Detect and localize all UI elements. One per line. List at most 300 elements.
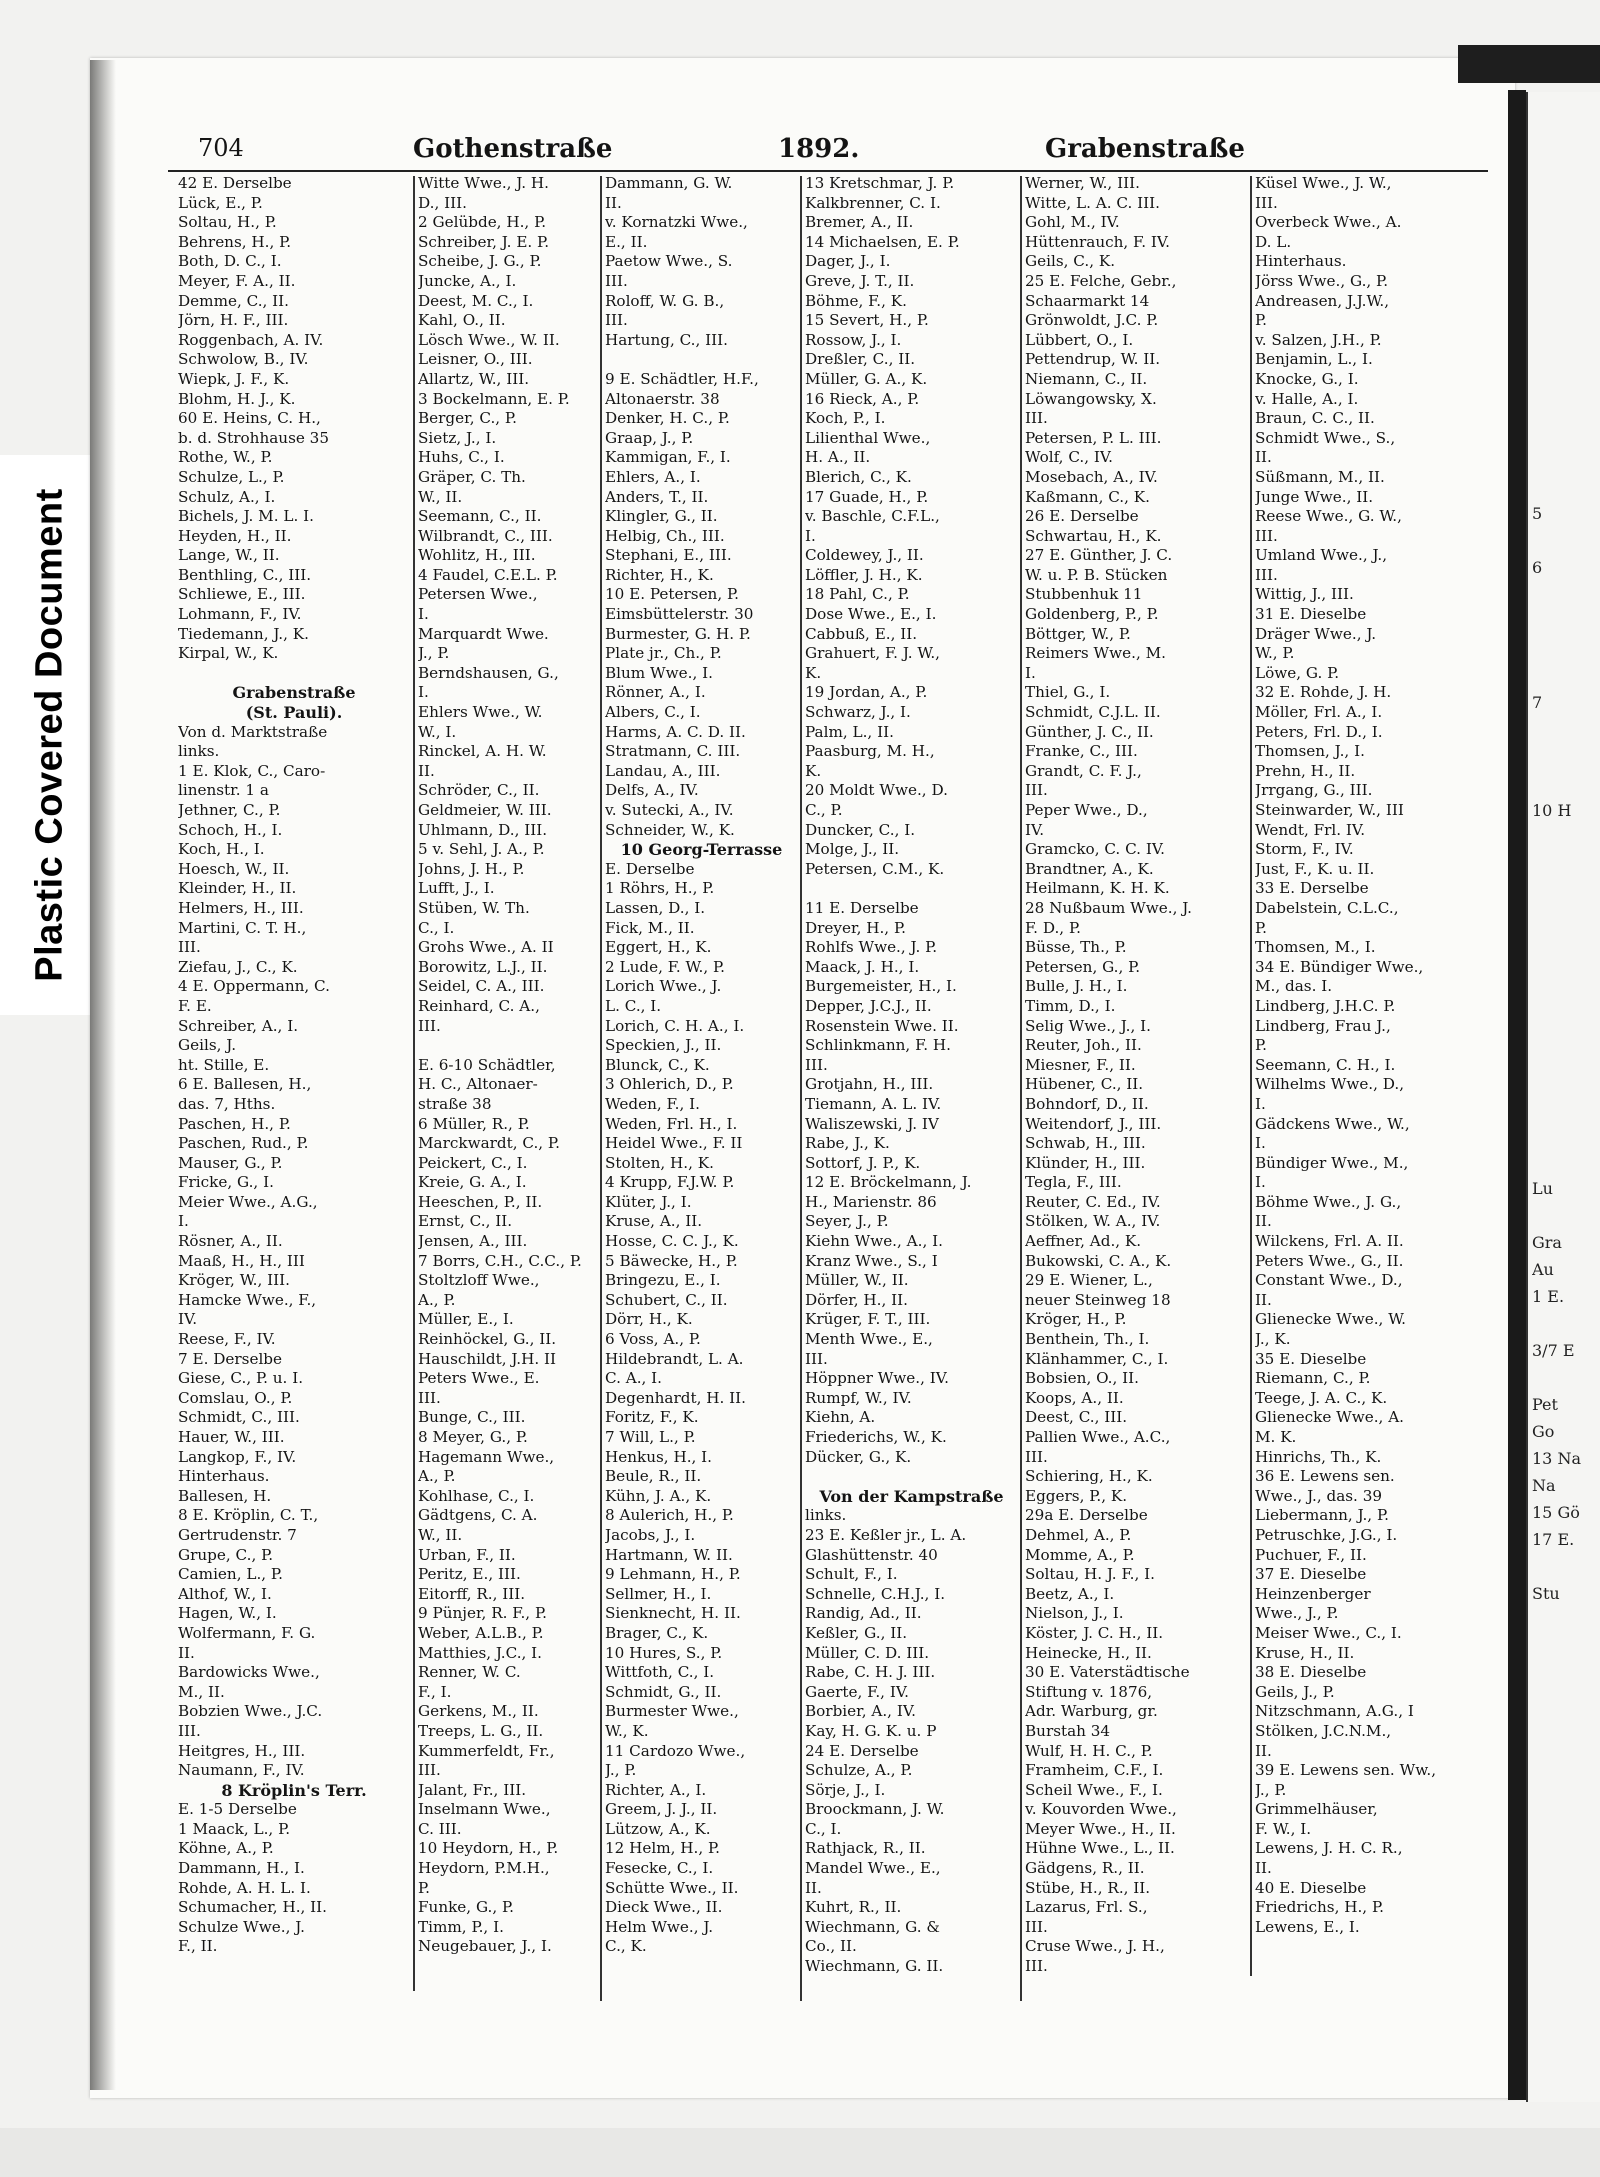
directory-entry: Rosenstein Wwe. II. bbox=[805, 1016, 959, 1035]
directory-entry: Aeffner, Ad., K. bbox=[1025, 1232, 1142, 1251]
directory-entry: Jörn, H. F., III. bbox=[178, 311, 289, 330]
directory-entry: Bardowicks Wwe., bbox=[178, 1663, 320, 1682]
directory-entry: Wittfoth, C., I. bbox=[605, 1663, 715, 1682]
directory-entry: Tiemann, A. L. IV. bbox=[805, 1094, 942, 1113]
directory-entry: 38 E. Dieselbe bbox=[1255, 1663, 1367, 1682]
directory-entry: Höppner Wwe., IV. bbox=[805, 1369, 949, 1388]
directory-entry: Lorich Wwe., J. bbox=[605, 977, 722, 996]
directory-entry: Lützow, A., K. bbox=[605, 1819, 711, 1838]
directory-entry: 13 Kretschmar, J. P. bbox=[805, 174, 955, 192]
directory-entry: Degenhardt, H. II. bbox=[605, 1388, 746, 1407]
directory-entry: Böhme, F., K. bbox=[805, 291, 907, 310]
directory-entry: Dreßler, C., II. bbox=[805, 350, 916, 369]
directory-entry: Jalant, Fr., III. bbox=[418, 1780, 527, 1799]
directory-entry: Hagemann Wwe., bbox=[418, 1447, 555, 1466]
directory-entry: Schulze Wwe., J. bbox=[178, 1917, 305, 1936]
directory-entry: Hühne Wwe., L., II. bbox=[1025, 1839, 1175, 1858]
directory-entry: Berndshausen, G., bbox=[418, 663, 559, 682]
directory-entry: Stübe, H., R., II. bbox=[1025, 1878, 1151, 1897]
directory-entry: Wwe., J., das. 39 bbox=[1255, 1486, 1383, 1505]
directory-entry: Stratmann, C. III. bbox=[605, 742, 741, 761]
directory-entry: Reese, F., IV. bbox=[178, 1330, 276, 1349]
directory-entry: Gohl, M., IV. bbox=[1025, 213, 1120, 232]
directory-entry: Benthling, C., III. bbox=[178, 565, 312, 584]
directory-entry: Scheibe, J. G., P. bbox=[418, 252, 542, 271]
directory-entry: Wiechmann, G. & bbox=[805, 1917, 940, 1936]
directory-entry: Roggenbach, A. IV. bbox=[178, 330, 324, 349]
directory-entry: 39 E. Lewens sen. Ww., bbox=[1255, 1761, 1437, 1780]
directory-entry: Gädckens Wwe., W., bbox=[1255, 1114, 1410, 1133]
directory-entry: Löffler, J. H., K. bbox=[805, 565, 923, 584]
directory-entry: Rönner, A., I. bbox=[605, 683, 706, 702]
directory-entry: Klänhammer, C., I. bbox=[1025, 1349, 1169, 1368]
directory-entry: Koch, P., I. bbox=[805, 409, 886, 428]
directory-entry: Comslau, O., P. bbox=[178, 1388, 293, 1407]
directory-entry: Schreiber, J. E. P. bbox=[418, 232, 550, 251]
directory-entry: v. Kornatzki Wwe., bbox=[605, 213, 748, 232]
directory-entry: C., I. bbox=[805, 1819, 842, 1838]
directory-entry: M., das. I. bbox=[1255, 977, 1333, 996]
directory-entry: Weber, A.L.B., P. bbox=[418, 1623, 544, 1642]
directory-entry: Wwe., J., P. bbox=[1255, 1604, 1339, 1623]
directory-entry: Adr. Warburg, gr. bbox=[1025, 1702, 1158, 1721]
directory-entry: Neugebauer, J., I. bbox=[418, 1937, 552, 1956]
directory-entry: Müller, W., II. bbox=[805, 1271, 909, 1290]
directory-entry: Miesner, F., II. bbox=[1025, 1055, 1136, 1074]
spacer-line bbox=[805, 879, 1018, 899]
directory-entry: Stolten, H., K. bbox=[605, 1153, 714, 1172]
directory-entry: Thomsen, M., I. bbox=[1255, 938, 1376, 957]
directory-entry: Schmidt, C., III. bbox=[178, 1408, 300, 1427]
directory-entry: Petersen, G., P. bbox=[1025, 957, 1141, 976]
directory-entry: Grandt, C. F. J., bbox=[1025, 761, 1142, 780]
directory-entry: Lufft, J., I. bbox=[418, 879, 495, 898]
directory-entry: III. bbox=[418, 1016, 441, 1035]
next-page-line bbox=[1532, 824, 1598, 851]
directory-entry: P. bbox=[1255, 1036, 1267, 1055]
directory-entry: Bündiger Wwe., M., bbox=[1255, 1153, 1409, 1172]
directory-entry: Pettendrup, W. II. bbox=[1025, 350, 1161, 369]
directory-entry: Gädgens, R., II. bbox=[1025, 1859, 1145, 1878]
directory-entry: III. bbox=[418, 1761, 441, 1780]
directory-entry: Gerkens, M., II. bbox=[418, 1702, 539, 1721]
directory-entry: III. bbox=[418, 1388, 441, 1407]
directory-entry: 14 Michaelsen, E. P. bbox=[805, 232, 960, 251]
directory-entry: Maaß, H., H., III bbox=[178, 1251, 305, 1270]
directory-entry: Rathjack, R., II. bbox=[805, 1839, 926, 1858]
directory-entry: II. bbox=[1255, 1741, 1272, 1760]
directory-entry: Lösch Wwe., W. II. bbox=[418, 330, 560, 349]
directory-entry: Kruse, H., II. bbox=[1255, 1643, 1355, 1662]
directory-entry: J., P. bbox=[605, 1761, 637, 1780]
directory-entry: Dammann, H., I. bbox=[178, 1859, 305, 1878]
directory-entry: III. bbox=[1025, 409, 1048, 428]
directory-entry: K. bbox=[805, 761, 822, 780]
directory-entry: Maack, J. H., I. bbox=[805, 957, 920, 976]
directory-column-4 bbox=[805, 174, 1018, 2004]
directory-entry: Sottorf, J. P., K. bbox=[805, 1153, 921, 1172]
directory-entry: Kleinder, H., II. bbox=[178, 879, 297, 898]
directory-entry: C., K. bbox=[605, 1937, 647, 1956]
directory-entry: Leisner, O., III. bbox=[418, 350, 533, 369]
directory-entry: IV. bbox=[178, 1310, 198, 1329]
directory-entry: Goldenberg, P., P. bbox=[1025, 605, 1159, 624]
directory-entry: Duncker, C., I. bbox=[805, 820, 916, 839]
next-page-line: 7 bbox=[1532, 693, 1543, 712]
directory-entry: Geils, J. bbox=[178, 1036, 237, 1055]
directory-entry: Borbier, A., IV. bbox=[805, 1702, 916, 1721]
directory-entry: W., II. bbox=[418, 1525, 463, 1544]
directory-entry: Paschen, H., P. bbox=[178, 1114, 291, 1133]
directory-entry: Thomsen, J., I. bbox=[1255, 742, 1365, 761]
directory-entry: I. bbox=[1255, 1173, 1266, 1192]
directory-entry: Sellmer, H., I. bbox=[605, 1584, 712, 1603]
directory-entry: Reese Wwe., G. W., bbox=[1255, 507, 1402, 526]
directory-entry: Tegla, F., III. bbox=[1025, 1173, 1122, 1192]
directory-entry: Treeps, L. G., II. bbox=[418, 1721, 544, 1740]
directory-entry: Deest, C., III. bbox=[1025, 1408, 1128, 1427]
directory-entry: Schulze, A., P. bbox=[805, 1761, 913, 1780]
directory-entry: Nitzschmann, A.G., I bbox=[1255, 1702, 1414, 1721]
directory-entry: II. bbox=[1255, 1212, 1272, 1231]
directory-entry: Coldewey, J., II. bbox=[805, 546, 924, 565]
directory-entry: 2 Lude, F. W., P. bbox=[605, 957, 725, 976]
directory-entry: Böttger, W., P. bbox=[1025, 624, 1131, 643]
directory-entry: D., III. bbox=[418, 193, 467, 212]
directory-entry: Roloff, W. G. B., bbox=[605, 291, 725, 310]
directory-entry: Heydorn, P.M.H., bbox=[418, 1859, 550, 1878]
directory-column-1 bbox=[178, 174, 410, 2004]
directory-entry: Dieck Wwe., II. bbox=[605, 1898, 723, 1917]
column-rule bbox=[413, 176, 415, 1991]
directory-entry: Behrens, H., P. bbox=[178, 232, 292, 251]
directory-entry: Wolfermann, F. G. bbox=[178, 1623, 316, 1642]
directory-entry: Meyer, F. A., II. bbox=[178, 271, 296, 290]
directory-entry: Köster, J. C. H., II. bbox=[1025, 1623, 1164, 1642]
directory-entry: Borowitz, L.J., II. bbox=[418, 957, 548, 976]
directory-entry: Gaerte, F., IV. bbox=[805, 1682, 909, 1701]
directory-entry: Peters, Frl. D., I. bbox=[1255, 722, 1383, 741]
directory-entry: Lewens, J. H. C. R., bbox=[1255, 1839, 1403, 1858]
directory-entry: Peritz, E., III. bbox=[418, 1565, 521, 1584]
directory-entry: Geils, C., K. bbox=[1025, 252, 1116, 271]
directory-entry: Grönwoldt, J.C. P. bbox=[1025, 311, 1159, 330]
next-page-line: Gra bbox=[1532, 1233, 1562, 1252]
directory-entry: Just, F., K. u. II. bbox=[1255, 859, 1375, 878]
directory-entry: Friedrichs, H., P. bbox=[1255, 1898, 1384, 1917]
directory-entry: Wolf, C., IV. bbox=[1025, 448, 1114, 467]
directory-entry: Süßmann, M., II. bbox=[1255, 467, 1385, 486]
directory-entry: I. bbox=[178, 1212, 189, 1231]
directory-entry: Klünder, H., III. bbox=[1025, 1153, 1146, 1172]
directory-entry: Lübbert, O., I. bbox=[1025, 330, 1134, 349]
next-page-line bbox=[1532, 770, 1598, 797]
directory-entry: P. bbox=[1255, 918, 1267, 937]
directory-entry: Waliszewski, J. IV bbox=[805, 1114, 939, 1133]
directory-entry: F. D., P. bbox=[1025, 918, 1081, 937]
directory-entry: Kirpal, W., K. bbox=[178, 644, 279, 663]
directory-entry: Albers, C., I. bbox=[605, 703, 701, 722]
directory-entry: Schmidt, G., II. bbox=[605, 1682, 722, 1701]
next-page-line bbox=[1532, 1067, 1598, 1094]
directory-entry: III. bbox=[178, 938, 201, 957]
directory-entry: Schult, F., I. bbox=[805, 1565, 898, 1584]
directory-entry: Giese, C., P. u. I. bbox=[178, 1369, 304, 1388]
directory-entry: Langkop, F., IV. bbox=[178, 1447, 297, 1466]
directory-entry: III. bbox=[805, 1055, 828, 1074]
column-rule bbox=[800, 176, 802, 2001]
directory-entry: Lohmann, F., IV. bbox=[178, 605, 302, 624]
directory-entry: 8 Kröplin's Terr. bbox=[221, 1780, 367, 1800]
directory-entry: Schoch, H., I. bbox=[178, 820, 283, 839]
directory-entry: Wittig, J., III. bbox=[1255, 585, 1354, 604]
directory-entry: Schreiber, A., I. bbox=[178, 1016, 299, 1035]
directory-entry: Schlinkmann, F. H. bbox=[805, 1036, 951, 1055]
directory-entry: Grimmelhäuser, bbox=[1255, 1800, 1378, 1819]
directory-entry: Burstah 34 bbox=[1025, 1721, 1111, 1740]
directory-entry: Seemann, C. H., I. bbox=[1255, 1055, 1396, 1074]
directory-entry: Harms, A. C. D. II. bbox=[605, 722, 746, 741]
directory-entry: A., P. bbox=[418, 1290, 456, 1309]
directory-entry: Kruse, A., II. bbox=[605, 1212, 703, 1231]
directory-entry: II. bbox=[178, 1643, 195, 1662]
directory-entry: Fick, M., II. bbox=[605, 918, 695, 937]
next-page-line bbox=[1532, 905, 1598, 932]
directory-entry: Prehn, H., II. bbox=[1255, 761, 1356, 780]
directory-entry: Meyer Wwe., H., II. bbox=[1025, 1819, 1176, 1838]
directory-entry: Johns, J. H., P. bbox=[418, 859, 525, 878]
directory-entry: Ernst, C., II. bbox=[418, 1212, 513, 1231]
directory-entry: IV. bbox=[1025, 820, 1045, 839]
directory-entry: 17 Guade, H., P. bbox=[805, 487, 929, 506]
next-page-line bbox=[1532, 1094, 1598, 1121]
directory-entry: Bunge, C., III. bbox=[418, 1408, 526, 1427]
directory-entry: Stüben, W. Th. bbox=[418, 898, 530, 917]
directory-entry: Ziefau, J., C., K. bbox=[178, 957, 298, 976]
directory-entry: 19 Jordan, A., P. bbox=[805, 683, 928, 702]
directory-entry: II. bbox=[418, 761, 435, 780]
header-rule bbox=[168, 170, 1488, 172]
directory-entry: Schaarmarkt 14 bbox=[1025, 291, 1150, 310]
directory-entry: Helm Wwe., J. bbox=[605, 1917, 714, 1936]
directory-entry: v. Halle, A., I. bbox=[1255, 389, 1359, 408]
directory-entry: III. bbox=[1025, 781, 1048, 800]
directory-entry: Altonaerstr. 38 bbox=[605, 389, 720, 408]
directory-entry: Stephani, E., III. bbox=[605, 546, 732, 565]
directory-entry: Hinrichs, Th., K. bbox=[1255, 1447, 1382, 1466]
directory-entry: 4 Krupp, F.J.W. P. bbox=[605, 1173, 735, 1192]
next-page-line: Go bbox=[1532, 1422, 1555, 1441]
directory-entry: Schwarz, J., I. bbox=[805, 703, 911, 722]
directory-entry: Heinecke, H., II. bbox=[1025, 1643, 1152, 1662]
next-page-line bbox=[1532, 581, 1598, 608]
directory-entry: Geldmeier, W. III. bbox=[418, 801, 552, 819]
directory-entry: Schneider, W., K. bbox=[605, 820, 735, 839]
directory-entry: Stoltzloff Wwe., bbox=[418, 1271, 540, 1290]
directory-entry: 28 Nußbaum Wwe., J. bbox=[1025, 898, 1192, 917]
directory-entry: Burmester Wwe., bbox=[605, 1702, 739, 1721]
directory-entry: 11 E. Derselbe bbox=[805, 898, 919, 917]
directory-entry: Both, D. C., I. bbox=[178, 252, 282, 271]
directory-entry: I. bbox=[1255, 1094, 1266, 1113]
directory-entry: Eitorff, R., III. bbox=[418, 1584, 526, 1603]
directory-entry: C. A., I. bbox=[605, 1369, 663, 1388]
directory-entry: Müller, G. A., K. bbox=[805, 369, 928, 388]
directory-entry: Peters Wwe., E. bbox=[418, 1369, 540, 1388]
directory-entry: Hartung, C., III. bbox=[605, 330, 728, 349]
directory-entry: Tiedemann, J., K. bbox=[178, 624, 309, 643]
directory-entry: Grupe, C., P. bbox=[178, 1545, 274, 1564]
directory-entry: Kiehn, A. bbox=[805, 1408, 876, 1427]
directory-entry: 12 E. Bröckelmann, J. bbox=[805, 1173, 972, 1192]
directory-entry: Wilbrandt, C., III. bbox=[418, 526, 553, 545]
directory-entry: 27 E. Günther, J. C. bbox=[1025, 546, 1173, 565]
directory-entry: Uhlmann, D., III. bbox=[418, 820, 548, 839]
directory-entry: Geils, J., P. bbox=[1255, 1682, 1335, 1701]
directory-entry: Gräper, C. Th. bbox=[418, 467, 526, 486]
directory-entry: 8 Meyer, G., P. bbox=[418, 1428, 528, 1446]
book-gutter bbox=[1508, 90, 1526, 2100]
column-rule bbox=[1020, 176, 1022, 2001]
year-header: 1892. bbox=[778, 134, 860, 164]
directory-entry: E. 6-10 Schädtler, bbox=[418, 1055, 556, 1074]
directory-entry: Wendt, Frl. IV. bbox=[1255, 820, 1366, 839]
directory-entry: v. Kouvorden Wwe., bbox=[1025, 1800, 1177, 1819]
directory-entry: Demme, C., II. bbox=[178, 291, 289, 310]
directory-entry: L. C., I. bbox=[605, 996, 662, 1015]
directory-entry: Wiepk, J. F., K. bbox=[178, 369, 290, 388]
directory-column-5 bbox=[1025, 174, 1248, 2004]
directory-entry: Schmidt Wwe., S., bbox=[1255, 428, 1396, 447]
directory-entry: Schnelle, C.H.J., I. bbox=[805, 1584, 946, 1603]
directory-entry: links. bbox=[805, 1506, 847, 1525]
column-rule bbox=[600, 176, 602, 2001]
directory-entry: Mosebach, A., IV. bbox=[1025, 467, 1158, 486]
directory-entry: K. bbox=[805, 663, 822, 682]
directory-entry: Eimsbüttelerstr. 30 bbox=[605, 605, 754, 624]
directory-entry: Foritz, F., K. bbox=[605, 1408, 699, 1427]
directory-entry: Martini, C. T. H., bbox=[178, 918, 307, 937]
directory-entry: 7 E. Derselbe bbox=[178, 1349, 283, 1368]
directory-entry: linenstr. 1 a bbox=[178, 781, 269, 800]
directory-entry: Meier Wwe., A.G., bbox=[178, 1192, 318, 1211]
label-tab-text: Plastic Covered Document bbox=[28, 488, 71, 982]
directory-entry: Dehmel, A., P. bbox=[1025, 1525, 1132, 1544]
next-page-line bbox=[1532, 932, 1598, 959]
directory-entry: Blum Wwe., I. bbox=[605, 663, 713, 682]
directory-entry: links. bbox=[178, 742, 220, 761]
directory-entry: Eggert, H., K. bbox=[605, 938, 712, 957]
directory-entry: Fricke, G., I. bbox=[178, 1173, 274, 1192]
directory-entry: Framheim, C.F., I. bbox=[1025, 1761, 1164, 1780]
next-page-line: 1 E. bbox=[1532, 1287, 1565, 1306]
next-page-line: Lu bbox=[1532, 1179, 1553, 1198]
directory-entry: Soltau, H. J. F., I. bbox=[1025, 1565, 1155, 1584]
directory-entry: Sienknecht, H. II. bbox=[605, 1604, 741, 1623]
directory-column-6 bbox=[1255, 174, 1505, 2004]
directory-entry: 10 Georg-Terrasse bbox=[620, 840, 783, 860]
directory-entry: Rossow, J., I. bbox=[805, 330, 902, 349]
directory-entry: Speckien, J., II. bbox=[605, 1036, 722, 1055]
directory-entry: Mauser, G., P. bbox=[178, 1153, 283, 1172]
directory-entry: Lange, W., II. bbox=[178, 546, 280, 565]
directory-entry: F. E. bbox=[178, 996, 212, 1015]
directory-entry: Delfs, A., IV. bbox=[605, 781, 699, 800]
directory-entry: 37 E. Dieselbe bbox=[1255, 1565, 1367, 1584]
directory-entry: II. bbox=[605, 193, 622, 212]
directory-entry: 18 Pahl, C., P. bbox=[805, 585, 910, 604]
directory-entry: Cabbuß, E., II. bbox=[805, 624, 918, 643]
directory-entry: Blerich, C., K. bbox=[805, 467, 912, 486]
directory-entry: Meiser Wwe., C., I. bbox=[1255, 1623, 1402, 1642]
left-street-header: Gothenstraße bbox=[413, 134, 613, 164]
directory-entry: Liebermann, J., P. bbox=[1255, 1506, 1389, 1525]
directory-entry: Jacobs, J., I. bbox=[605, 1525, 696, 1544]
directory-entry: Stubbenhuk 11 bbox=[1025, 585, 1143, 604]
spacer-line bbox=[418, 1036, 598, 1056]
directory-entry: Sietz, J., I. bbox=[418, 428, 497, 447]
directory-entry: 4 E. Oppermann, C. bbox=[178, 977, 330, 996]
directory-entry: 24 E. Derselbe bbox=[805, 1741, 919, 1760]
directory-entry: Overbeck Wwe., A. bbox=[1255, 213, 1402, 232]
directory-entry: I. bbox=[418, 683, 429, 702]
directory-entry: Matthies, J.C., I. bbox=[418, 1643, 543, 1662]
next-page-line bbox=[1532, 1148, 1598, 1175]
directory-entry: Möller, Frl. A., I. bbox=[1255, 703, 1383, 722]
directory-entry: Schütte Wwe., II. bbox=[605, 1878, 739, 1897]
directory-entry: 30 E. Vaterstädtische bbox=[1025, 1663, 1190, 1682]
directory-entry: Beetz, A., I. bbox=[1025, 1584, 1115, 1603]
directory-entry: Löwe, G. P. bbox=[1255, 663, 1340, 682]
directory-entry: Weitendorf, J., III. bbox=[1025, 1114, 1162, 1133]
directory-entry: Benthein, Th., I. bbox=[1025, 1330, 1150, 1349]
directory-entry: 11 Cardozo Wwe., bbox=[605, 1741, 746, 1760]
spacer-line bbox=[805, 1467, 1018, 1487]
directory-entry: Schwab, H., III. bbox=[1025, 1134, 1146, 1153]
directory-entry: E., II. bbox=[605, 232, 648, 251]
next-page-line: 10 H bbox=[1532, 801, 1572, 820]
directory-entry: Nielson, J., I. bbox=[1025, 1604, 1124, 1623]
directory-entry: III. bbox=[1255, 565, 1278, 584]
directory-entry: F., I. bbox=[418, 1682, 452, 1701]
directory-entry: Bobzien Wwe., J.C. bbox=[178, 1702, 323, 1721]
directory-entry: 29 E. Wiener, L., bbox=[1025, 1271, 1153, 1290]
directory-entry: Teege, J. A. C., K. bbox=[1255, 1388, 1388, 1407]
directory-entry: III. bbox=[1025, 1447, 1048, 1466]
directory-entry: Reuter, C. Ed., IV. bbox=[1025, 1192, 1161, 1211]
directory-entry: J., P. bbox=[418, 644, 450, 663]
directory-entry: Kaßmann, C., K. bbox=[1025, 487, 1150, 506]
directory-entry: Klüter, J., I. bbox=[605, 1192, 692, 1211]
directory-entry: Depper, J.C.J., II. bbox=[805, 996, 932, 1015]
directory-entry: E. 1-5 Derselbe bbox=[178, 1800, 297, 1819]
directory-entry: ht. Stille, E. bbox=[178, 1055, 270, 1074]
directory-column-2 bbox=[418, 174, 598, 2004]
directory-entry: 23 E. Keßler jr., L. A. bbox=[805, 1525, 967, 1544]
directory-entry: Paschen, Rud., P. bbox=[178, 1134, 309, 1153]
next-page-line bbox=[1532, 986, 1598, 1013]
directory-entry: Ehlers Wwe., W. bbox=[418, 703, 543, 722]
directory-entry: 26 E. Derselbe bbox=[1025, 507, 1139, 526]
directory-entry: III. bbox=[1025, 1917, 1048, 1936]
directory-entry: Lindberg, J.H.C. P. bbox=[1255, 996, 1396, 1015]
directory-entry: Von der Kampstraße bbox=[819, 1486, 1004, 1506]
directory-entry: 1 E. Klok, C., Caro- bbox=[178, 761, 326, 780]
next-page-line bbox=[1532, 1310, 1598, 1337]
directory-entry: 7 Borrs, C.H., C.C., P. bbox=[418, 1251, 582, 1270]
next-page-line: Au bbox=[1532, 1260, 1554, 1279]
directory-entry: Kiehn Wwe., A., I. bbox=[805, 1232, 943, 1251]
